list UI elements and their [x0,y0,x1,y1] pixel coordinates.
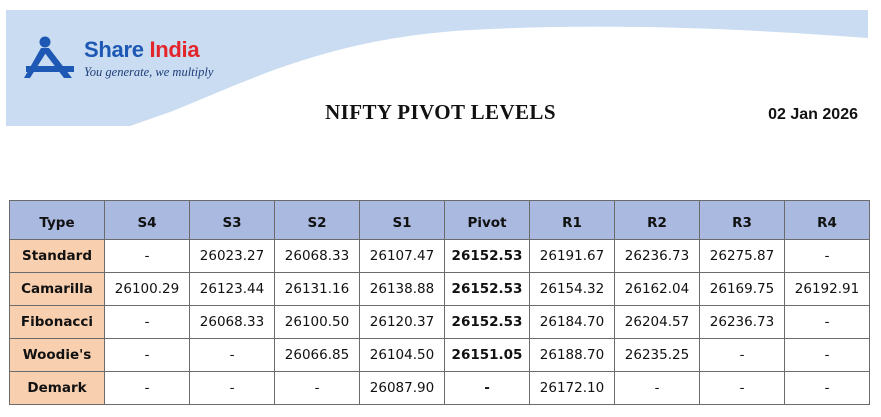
table-cell: 26023.27 [190,240,275,273]
table-row [10,339,870,372]
column-header: S2 [275,201,360,240]
table-row [10,306,870,339]
table-cell: 26068.33 [190,306,275,339]
column-header: S1 [360,201,445,240]
column-header: S4 [105,201,190,240]
table-cell: 26154.32 [530,273,615,306]
table-cell: 26120.37 [360,306,445,339]
table-cell: - [700,339,785,372]
pivot-levels-table [9,200,870,405]
table-cell: 26162.04 [615,273,700,306]
table-cell: 26172.10 [530,372,615,405]
brand-name-india: India [149,37,200,62]
column-header: Type [10,201,105,240]
brand-tagline: You generate, we multiply [84,65,214,79]
row-type-label: Woodie's [10,339,105,372]
table-cell: 26191.67 [530,240,615,273]
column-header: S3 [190,201,275,240]
table-cell: 26107.47 [360,240,445,273]
column-header: R1 [530,201,615,240]
table-cell: 26275.87 [700,240,785,273]
table-cell: 26087.90 [360,372,445,405]
table-row [10,372,870,405]
table-cell: 26204.57 [615,306,700,339]
table-cell: - [190,339,275,372]
table-cell: 26188.70 [530,339,615,372]
share-india-logo-icon [22,36,76,82]
table-cell: 26169.75 [700,273,785,306]
table-header-row [10,201,870,240]
table-cell: 26131.16 [275,273,360,306]
column-header: R4 [785,201,870,240]
table-cell: 26184.70 [530,306,615,339]
column-header: R3 [700,201,785,240]
pivot-cell: 26152.53 [445,306,530,339]
table-cell: 26123.44 [190,273,275,306]
table-cell: 26192.91 [785,273,870,306]
table-row [10,240,870,273]
table-cell: - [190,372,275,405]
table-cell: 26138.88 [360,273,445,306]
table-cell: - [700,372,785,405]
brand-name [84,37,199,63]
table-cell: 26100.50 [275,306,360,339]
table-cell: - [275,372,360,405]
row-type-label: Demark [10,372,105,405]
table-cell: - [105,240,190,273]
report-date: 02 Jan 2026 [768,106,858,123]
table-cell: - [615,372,700,405]
table-cell: 26066.85 [275,339,360,372]
table-cell: - [105,306,190,339]
table-cell: 26068.33 [275,240,360,273]
pivot-cell: 26152.53 [445,273,530,306]
row-type-label: Standard [10,240,105,273]
table-row [10,273,870,306]
table-cell: - [105,339,190,372]
table-cell: 26236.73 [700,306,785,339]
table-cell: - [785,240,870,273]
table-cell: - [105,372,190,405]
pivot-cell: 26152.53 [445,240,530,273]
table-cell: 26235.25 [615,339,700,372]
brand-name-share: Share [84,37,144,62]
table-cell: - [785,372,870,405]
row-type-label: Fibonacci [10,306,105,339]
brand-logo [22,36,222,86]
pivot-cell: - [445,372,530,405]
table-cell: - [785,339,870,372]
table-cell: 26104.50 [360,339,445,372]
row-type-label: Camarilla [10,273,105,306]
table-cell: 26236.73 [615,240,700,273]
column-header: Pivot [445,201,530,240]
page-title: NIFTY PIVOT LEVELS [325,100,556,124]
pivot-cell: 26151.05 [445,339,530,372]
table-cell: - [785,306,870,339]
column-header: R2 [615,201,700,240]
table-cell: 26100.29 [105,273,190,306]
